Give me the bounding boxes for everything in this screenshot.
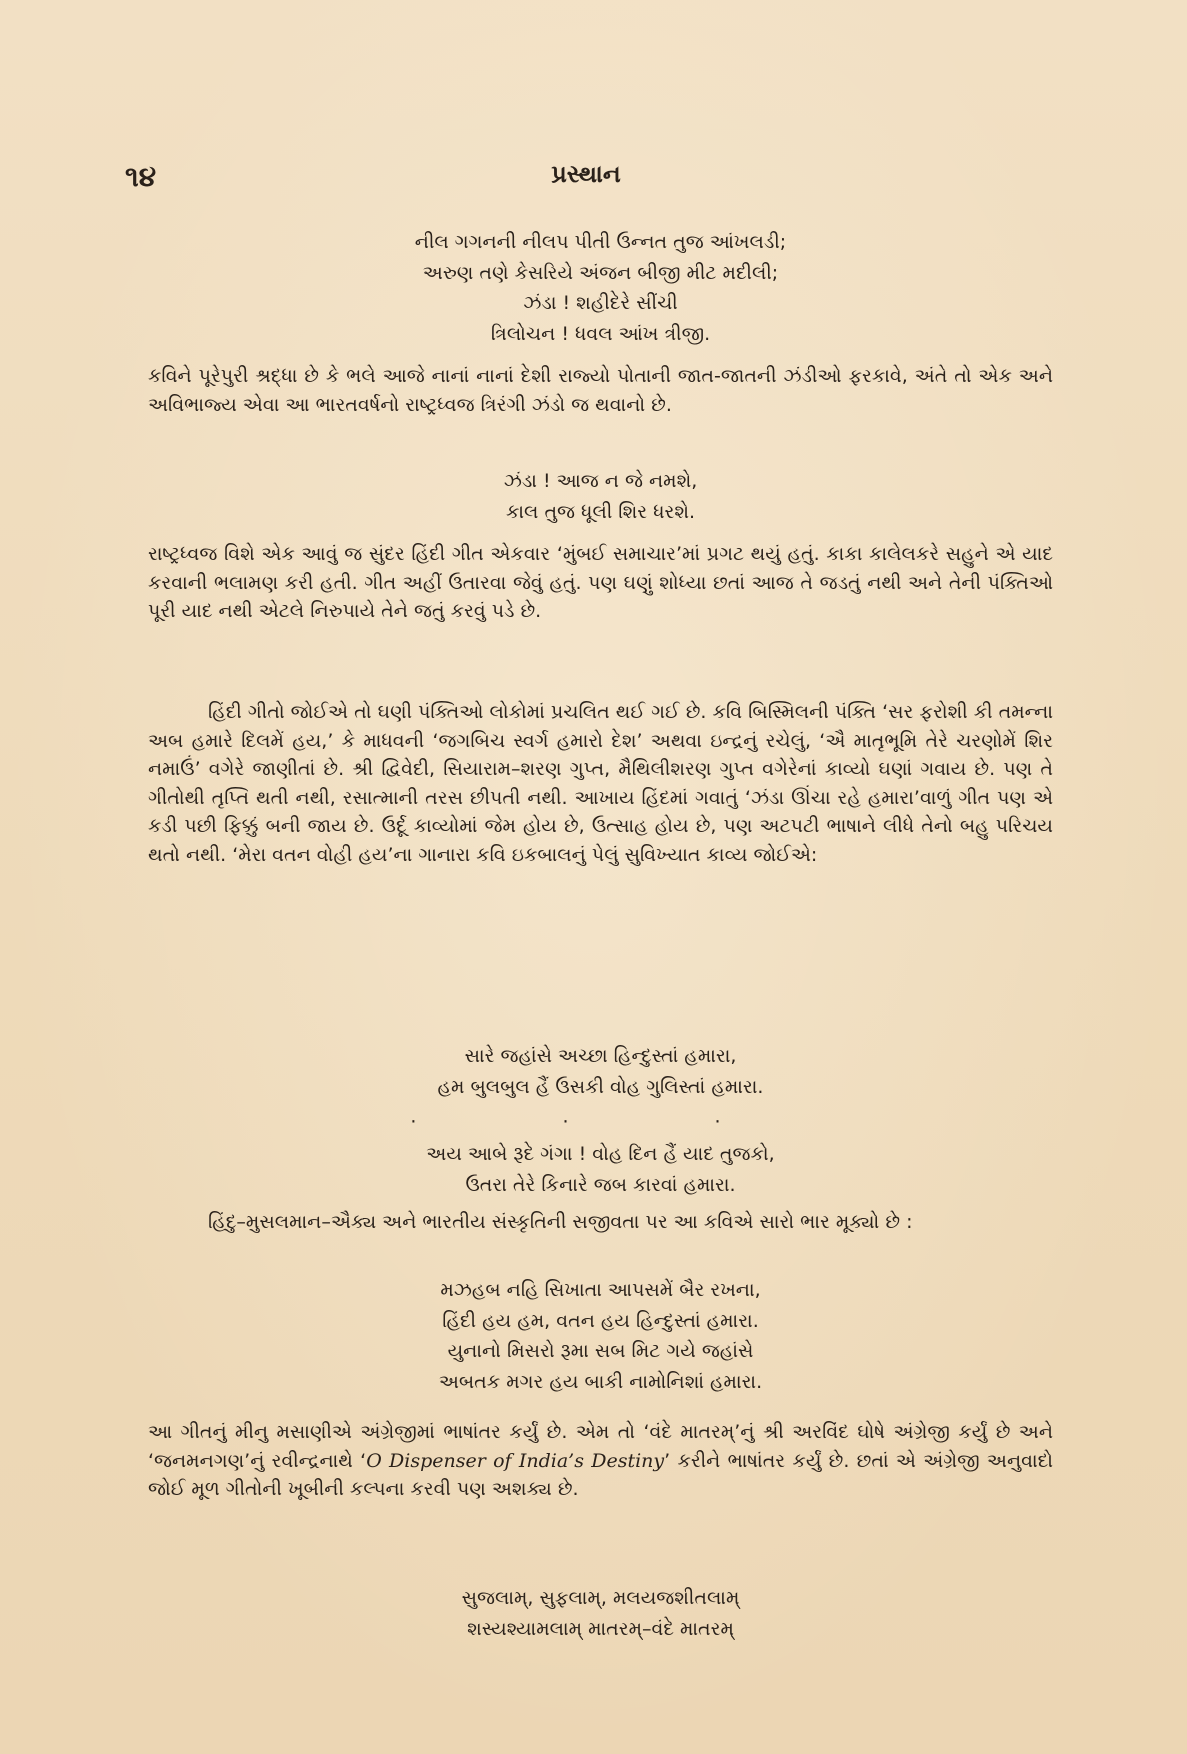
page-header [125,160,1047,200]
english-title: O Dispenser of India’s Destiny [366,1449,665,1472]
poem-stanza-bow [148,465,1053,528]
verse-line: કાલ તુજ ધૂલી શિર ધરશે. [505,500,696,523]
verse-line: હિંદી હય હમ, વતન હય હિન્દુસ્તાં હમારા. [442,1309,759,1332]
paragraph-unity: હિંદુ–મુસલમાન–ઐક્ય અને ભારતીય સંસ્કૃતિની સજીવતા પર આ કવિએ સારો ભાર મૂક્યો છે : [208,1211,913,1233]
page-number: ૧૪ [125,160,157,193]
verse-line: અબતક મગર હય બાકી નામોનિશાં હમારા. [438,1370,763,1393]
poem-stanza-iqbal [148,1040,1053,1103]
paragraph-faith: કવિને પૂરેપુરી શ્રદ્ધા છે કે ભલે આજે નાનાં નાનાં દેશી રાજ્યો પોતાની જાત-જાતની ઝંડીઓ ફરકાવે, અંતે તો એક અને અવિભાજ્ય એવા આ ભારતવર્ષનો રાષ્ટ્રધ્વજ ત્રિરંગી ઝંડો જ થવાનો છે. [148,365,1053,416]
verse-line: સારે જહાંસે અચ્છા હિન્દુસ્તાં હમારા, [464,1045,737,1067]
verse-line: ઉતરા તેરે કિનારે જબ કારવાં હમારા. [465,1173,736,1196]
ellipsis-separator: · · · [410,1111,791,1133]
translation-text-start: આ ગીતનું મીનુ મસાણીએ અંગ્રેજીમાં ભાષાંતર કર્યું છે. એમ તો ‘વંદે માતરમ્’નું શ્રી અરવિંદ ઘોષે અંગ્રેજી કર્યું છે અને ‘જનમનગણ’નું રવીન્દ્રનાથે ‘ [148,1421,1053,1472]
verse-line: નીલ ગગનની નીલપ પીતી ઉન્નત તુજ આંખલડી; [414,231,787,253]
verse-line: અરુણ તણે કેસરિયે અંજન બીજી મીટ મદીલી; [422,261,779,284]
poem-stanza-ganga [148,1138,1053,1201]
verse-line: ઝંડા ! શહીદેરે સીંચી [523,292,678,314]
poem-stanza-religion [148,1274,1053,1398]
paragraph-national-flag-song: રાષ્ટ્રધ્વજ વિશે એક આવું જ સુંદર હિંદી ગીત એકવાર ‘મુંબઈ સમાચાર’માં પ્રગટ થયું હતું. કાકા કાલેલકરે સહુને એ યાદ કરવાની ભલામણ કરી હતી. ગીત અહીં ઉતારવા જેવું હતું. પણ ઘણું શોધ્યા છતાં આજ તે જડતું નથી અને તેની પંક્તિઓ પૂરી યાદ નથી એટલે નિરુપાયે તેને જતું કરવું પડે છે. [148,543,1053,622]
verse-line: ઝંડા ! આજ ન જે નમશે, [503,470,698,492]
running-title: પ્રસ્થાન [551,160,621,188]
verse-line: યુનાનો મિસરો રૂમા સબ મિટ ગયે જહાંસે [447,1340,754,1362]
poem-stanza-vande-mataram [148,1582,1053,1645]
paragraph-hindi-songs: હિંદી ગીતો જોઈએ તો ઘણી પંક્તિઓ લોકોમાં પ્રચલિત થઈ ગઈ છે. કવિ બિસ્મિલની પંક્તિ ‘સર ફરોશી કી તમન્ના અબ હમારે દિલમેં હય,’ કે માધવની ‘જગબિચ સ્વર્ગ હમારો દેશ’ અથવા ઇન્દ્રનું રચેલું, ‘ઐ માતૃભૂમિ તેરે ચરણોમેં શિર નમાઉં’ વગેરે જાણીતાં છે. શ્રી દ્વિવેદી, સિયારામ–શરણ ગુપ્ત, મૈથિલીશરણ ગુપ્ત વગેરેનાં કાવ્યો ઘણાં ગવાય છે. પણ તે ગીતોથી તૃપ્તિ થતી નથી, રસાત્માની તરસ છીપતી નથી. આખાય હિંદમાં ગવાતું ‘ઝંડા ઊંચા રહે હમારા’વાળું ગીત પણ એ કડી પછી ફિક્કું બની જાય છે. ઉર્દૂ કાવ્યોમાં જેમ હોય છે, ઉત્સાહ હોય છે, પણ અટપટી ભાષાને લીધે તેનો બહુ પરિચય થતો નથી. ‘મેરા વતન વોહી હય’ના ગાનારા કવિ ઇકબાલનું પેલું સુવિખ્યાત કાવ્ય જોઈએ: [148,701,1053,866]
verse-line: સુજલામ્, સુફલામ્, મલયજશીતલામ્ [461,1587,740,1609]
translation-text-end: ’ કરીને ભાષાંતર કર્યું છે. છતાં એ અંગ્રેજી અનુવાદો જોઈ મૂળ ગીતોની ખૂબીની કલ્પના કરવી પણ અશક્ય છે. [148,1449,1053,1500]
paragraph-translations [148,1418,1053,1504]
poem-stanza-flag [148,226,1053,350]
verse-line: શસ્યશ્યામલામ્ માતરમ્–વંદે માતરમ્ [467,1617,734,1640]
verse-line: મઝહબ નહિ સિખાતા આપસમેં બૈર રખના, [440,1279,761,1301]
verse-line: હમ બુલબુલ હૈં ઉસકી વોહ ગુલિસ્તાં હમારા. [437,1075,764,1098]
verse-line: ત્રિલોચન ! ધવલ આંખ ત્રીજી. [490,322,711,345]
verse-line: અય આબે રૂદે ગંગા ! વોહ દિન હૈં યાદ તુજકો, [426,1143,775,1165]
